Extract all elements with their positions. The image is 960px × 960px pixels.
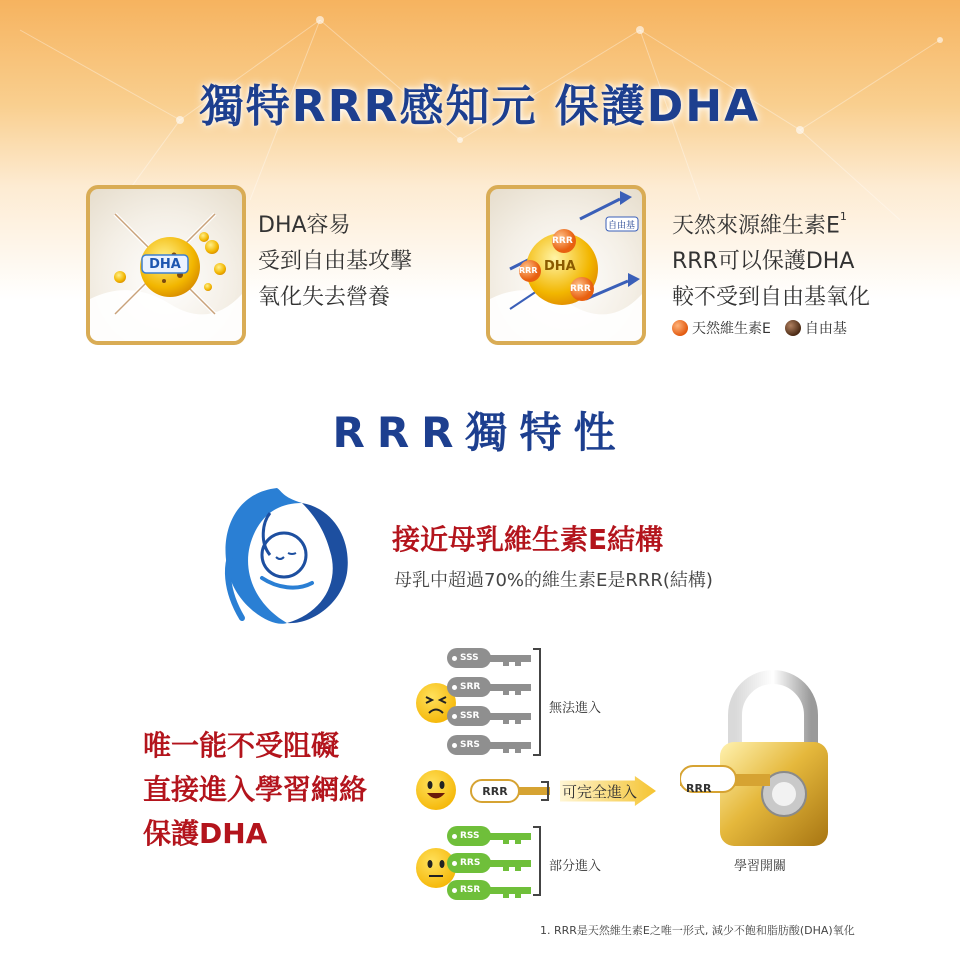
dha-line-2: 受到自由基攻擊 [258, 249, 413, 274]
only-line-1: 唯一能不受阻礙 [143, 729, 340, 762]
key-icon [447, 735, 531, 755]
mother-baby-icon [212, 483, 362, 633]
key-icon [447, 826, 531, 846]
footnote: 1. RRR是天然維生素E之唯一形式, 減少不飽和脂肪酸(DHA)氧化 [540, 924, 855, 937]
rrr-line-1 [672, 203, 870, 244]
padlock-icon [680, 670, 830, 850]
partial-label: 部分進入 [549, 859, 602, 874]
bracket-blocked [533, 648, 541, 756]
rrr-protect-illustration [486, 185, 646, 345]
bracket-partial [533, 826, 541, 896]
key-rsr-label: RSR [447, 880, 491, 900]
rrr-label-left: RRR [519, 266, 538, 275]
key-icon [470, 779, 550, 803]
only-line-3: 保護DHA [143, 817, 268, 850]
key-rss-label: RSS [447, 826, 491, 846]
key-rrs-label: RRS [447, 853, 491, 873]
only-line-2: 直接進入學習網絡 [143, 773, 368, 806]
legend [672, 318, 847, 338]
blocked-label: 無法進入 [549, 701, 602, 716]
key-icon [447, 706, 531, 726]
key-icon [447, 853, 531, 873]
rrr-label-top: RRR [552, 236, 573, 246]
legend-free-radical: 自由基 [804, 321, 847, 337]
rrr-description [672, 203, 870, 316]
lock-key-label: RRR [686, 782, 712, 795]
rrr-line-3: 較不受到自由基氧化 [672, 285, 871, 311]
rrr-label-bottom: RRR [570, 284, 591, 294]
dha-attack-illustration [86, 185, 246, 345]
dha-label: DHA [544, 259, 576, 274]
key-rrr-label: RRR [470, 779, 520, 803]
full-access-label: 可完全進入 [562, 783, 638, 801]
dha-description [258, 208, 412, 316]
footnote-marker: 1 [839, 210, 847, 223]
vitamin-e-dot-icon [672, 320, 688, 336]
free-radical-tag: 自由基 [608, 221, 636, 231]
key-icon [447, 648, 531, 668]
bracket-full [541, 781, 549, 801]
only-rrr-statement [143, 724, 367, 856]
key-ssr-label: SSR [447, 706, 491, 726]
key-sss-label: SSS [447, 648, 491, 668]
dha-line-1: DHA容易 [258, 213, 351, 238]
breast-milk-text: 母乳中超過70%的維生素E是RRR(結構) [394, 570, 713, 591]
dha-line-3: 氧化失去營養 [258, 285, 391, 310]
learning-switch-label: 學習開關 [734, 859, 787, 874]
dha-label: DHA [149, 257, 181, 272]
key-icon [447, 880, 531, 900]
rrr-line-1-text: 天然來源維生素E [672, 213, 840, 239]
page-title: 獨特RRR感知元 保護DHA [199, 81, 761, 132]
rrr-line-2: RRR可以保護DHA [672, 249, 855, 275]
legend-vitamin-e: 天然維生素E [692, 321, 771, 337]
key-icon [447, 677, 531, 697]
key-srs-label: SRS [447, 735, 491, 755]
happy-face-icon [416, 770, 456, 810]
free-radical-dot-icon [785, 320, 801, 336]
key-srr-label: SRR [447, 677, 491, 697]
section-title: RRR獨特性 [332, 408, 628, 457]
breast-milk-heading: 接近母乳維生素E結構 [392, 523, 664, 556]
